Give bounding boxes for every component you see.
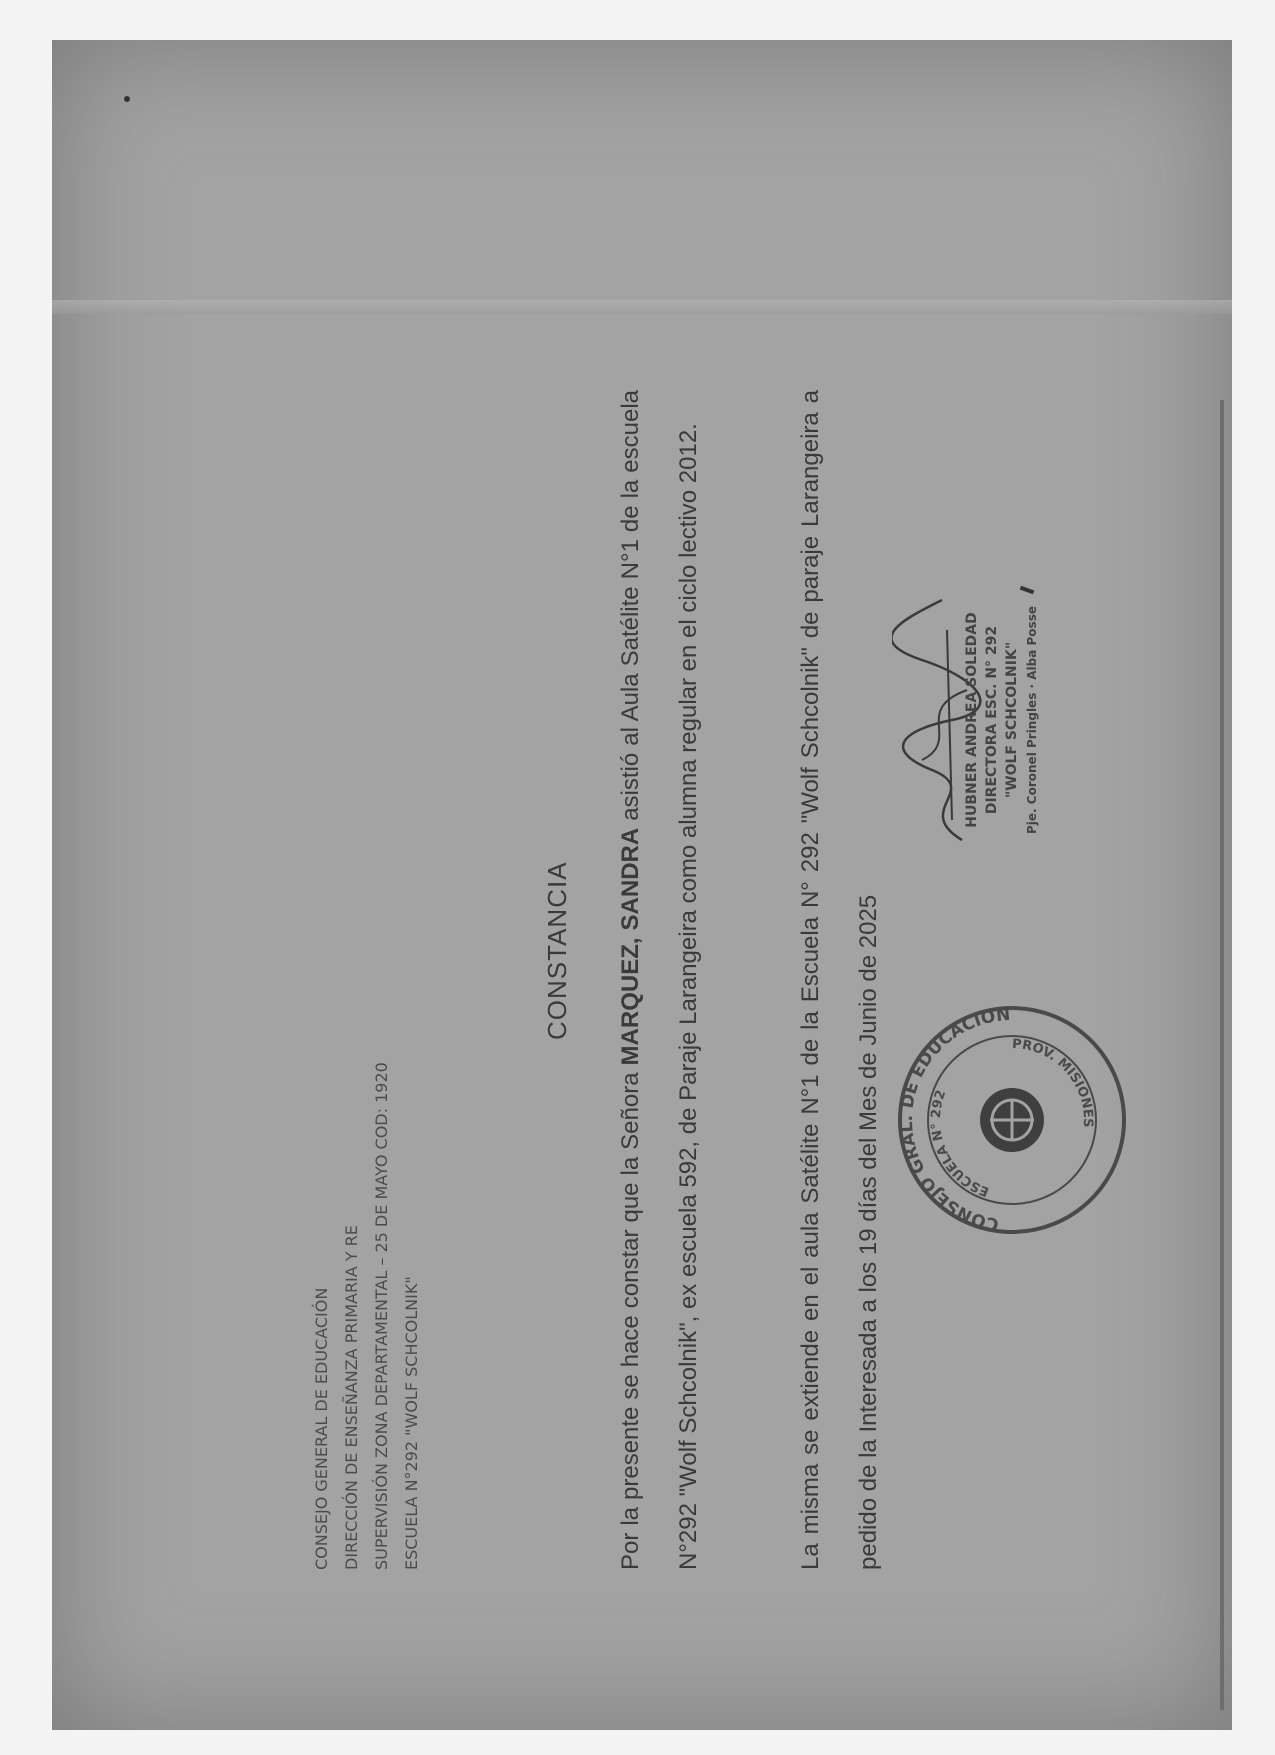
official-seal bbox=[892, 1000, 1132, 1240]
body-paragraph-2 bbox=[782, 390, 898, 1570]
seal-inner-text: ESCUELA N° 292 bbox=[928, 1088, 992, 1199]
document-title: CONSTANCIA bbox=[542, 861, 572, 1040]
person-name: MARQUEZ, SANDRA bbox=[617, 827, 644, 1066]
body-text-rest: asistió al Aula Satélite N°1 de la escuela N°292 "Wolf Schcolnik", ex escuela 592, de Paraje Larangeira como alumna regular en el ciclo lectivo 2012. bbox=[617, 390, 702, 1570]
seal-outer-text: CONSEJO GRAL. DE EDUCACION bbox=[896, 1004, 1012, 1235]
school-name: "WOLF SCHCOLNIK" bbox=[1004, 641, 1020, 799]
header-line-4: ESCUELA N°292 "WOLF SCHCOLNIK" bbox=[402, 1276, 421, 1570]
body-paragraph-1 bbox=[602, 390, 718, 1570]
signatory-title: DIRECTORA ESC. N° 292 bbox=[984, 625, 1000, 815]
header-line-1: CONSEJO GENERAL DE EDUCACIÓN bbox=[312, 1287, 331, 1570]
seal-bottom-text: PROV. MISIONES bbox=[1011, 1036, 1096, 1128]
body-text-lead: Por la presente se hace constar que la Señora bbox=[617, 1065, 644, 1570]
header-line-3: SUPERVISIÓN ZONA DEPARTAMENTAL – 25 DE MAYO COD: 1920 bbox=[372, 1062, 391, 1570]
institution-header bbox=[307, 870, 427, 1570]
signatory-name: HUBNER ANDREA SOLEDAD bbox=[964, 612, 980, 828]
body-text-extension: La misma se extiende en el aula Satélite N°1 de la Escuela N° 292 "Wolf Schcolnik" de paraje Larangeira a pedido de la Interesada a los 19 días del Mes de Junio de 2025 bbox=[797, 390, 882, 1570]
school-location: Pje. Coronel Pringles · Alba Posse bbox=[1025, 606, 1039, 834]
header-line-2: DIRECCIÓN DE ENSEÑANZA PRIMARIA Y RE bbox=[342, 1225, 361, 1570]
scanned-page bbox=[52, 40, 1232, 1730]
scan-speck bbox=[124, 96, 130, 102]
signature-block bbox=[962, 570, 1042, 870]
rotated-document bbox=[52, 40, 1232, 1730]
